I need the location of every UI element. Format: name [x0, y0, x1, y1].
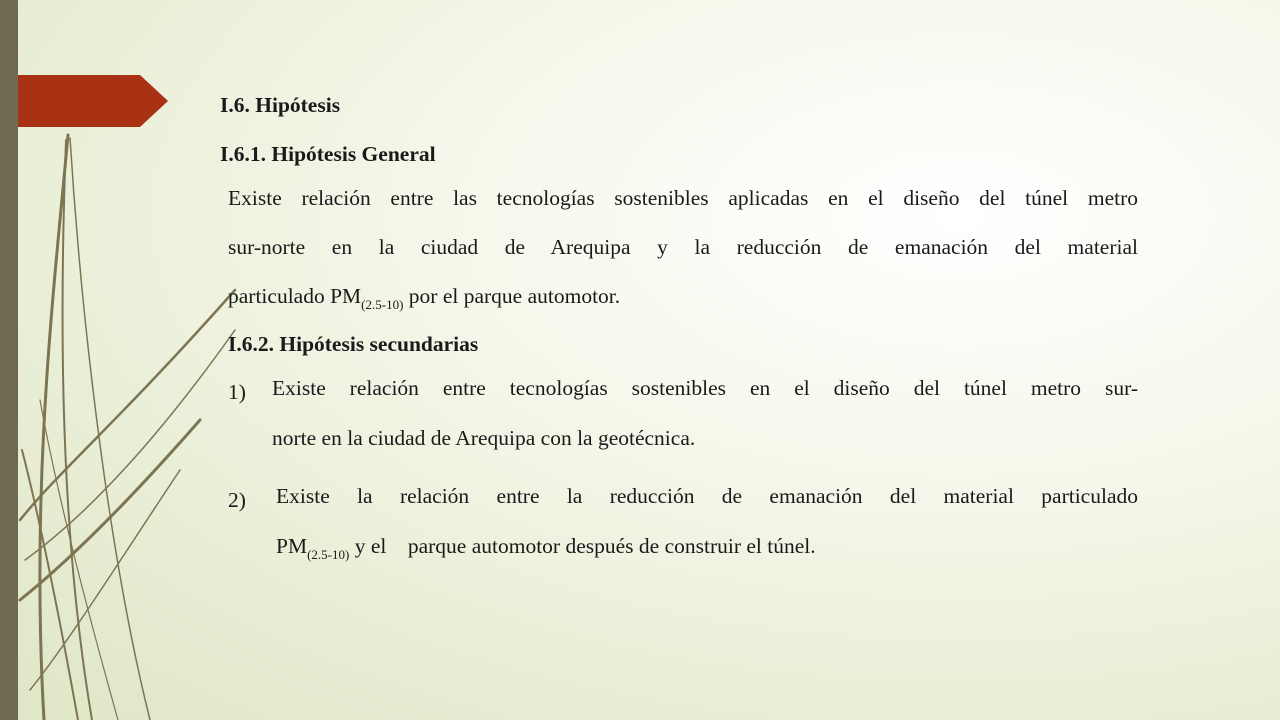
section-heading: I.6. Hipótesis: [220, 93, 341, 117]
general-line-1: Existe relación entre las tecnologías sostenibles aplicadas en el diseño del túnel metro: [228, 186, 1138, 210]
general-line-2: sur-norte en la ciudad de Arequipa y la reducción de emanación del material: [228, 235, 1138, 259]
secondary-hypotheses-heading: I.6.2. Hipótesis secundarias: [228, 332, 479, 356]
item-2-line-1: Existe la relación entre la reducción de emanación del material particulado: [276, 484, 1138, 508]
general-line-3-end: por el parque automotor.: [403, 284, 621, 308]
item-2-line-2-end: y el parque automotor después de construir el túnel.: [349, 534, 816, 558]
item-1-line-1: Existe relación entre tecnologías sostenibles en el diseño del túnel metro sur-: [272, 376, 1138, 400]
item-number: 1): [228, 380, 246, 404]
general-hypothesis-heading: I.6.1. Hipótesis General: [220, 142, 436, 166]
general-line-3-text: particulado PM: [228, 284, 362, 308]
general-line-3: [228, 272, 1138, 321]
item-2-line-2-text: PM: [276, 534, 308, 558]
item-number: 2): [228, 488, 246, 512]
pm-subscript: (2.5-10): [361, 297, 404, 312]
pm-subscript: (2.5-10): [307, 547, 350, 562]
item-1-line-2: norte en la ciudad de Arequipa con la geotécnica.: [272, 426, 696, 450]
item-2-line-2: [276, 522, 1138, 571]
